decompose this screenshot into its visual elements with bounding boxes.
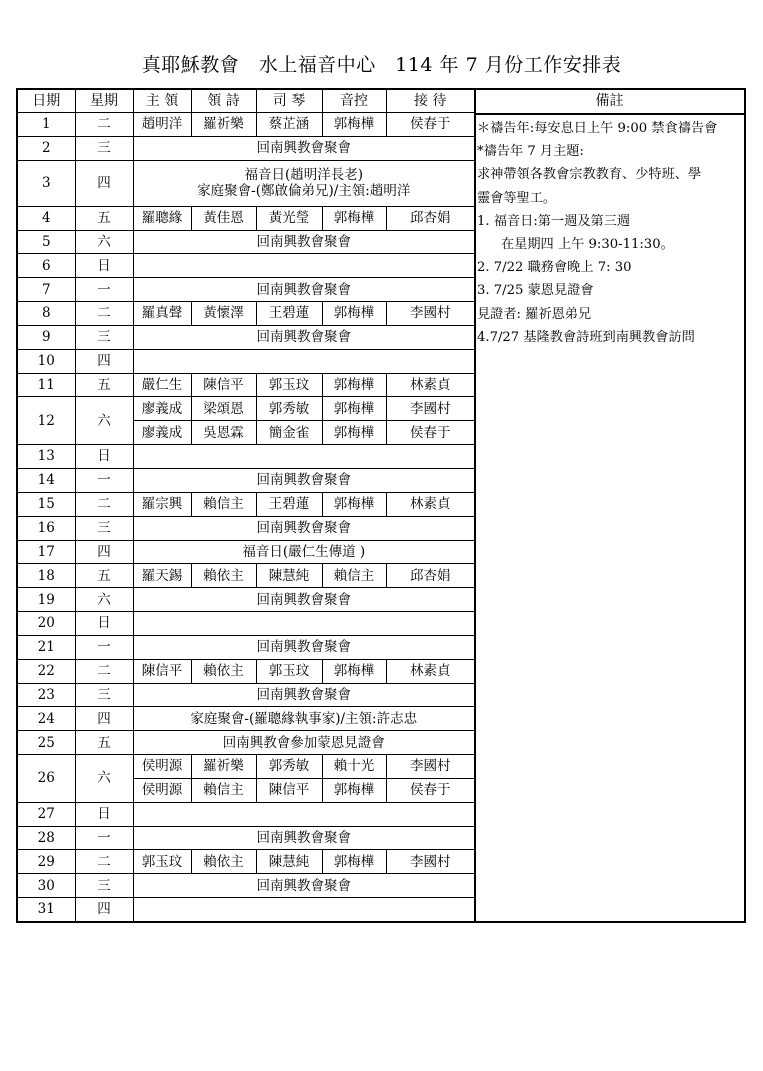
duty-cell: 陳信平 (191, 373, 256, 397)
duty-cell: 郭梅樺 (322, 397, 386, 421)
duty-cell: 廖義成 (133, 421, 191, 445)
table-row (17, 516, 475, 540)
duty-cell: 郭玉玟 (133, 850, 191, 874)
day-cell: 14 (17, 468, 75, 492)
duty-cell: 邱杏娟 (386, 206, 475, 230)
table-row (17, 278, 475, 302)
duty-cell: 蔡芷涵 (256, 113, 322, 137)
weekday-cell: 一 (75, 468, 133, 492)
day-cell: 13 (17, 445, 75, 469)
weekday-cell: 三 (75, 683, 133, 707)
weekday-cell: 日 (75, 612, 133, 636)
table-row (17, 898, 475, 922)
notes-header: 備註 (475, 90, 744, 115)
duty-cell: 郭梅樺 (322, 113, 386, 137)
duty-cell: 王碧蓮 (256, 492, 322, 516)
table-row (17, 540, 475, 564)
day-cell: 6 (17, 254, 75, 278)
table-row (17, 445, 475, 469)
weekday-cell: 四 (75, 707, 133, 731)
weekday-cell: 三 (75, 325, 133, 349)
event-cell (133, 540, 475, 564)
duty-cell: 郭梅樺 (322, 206, 386, 230)
day-cell: 20 (17, 612, 75, 636)
duty-cell: 郭梅樺 (322, 778, 386, 802)
event-cell (133, 612, 475, 636)
table-row (17, 683, 475, 707)
weekday-cell: 六 (75, 755, 133, 803)
duty-cell: 趙明洋 (133, 113, 191, 137)
event-cell (133, 136, 475, 160)
table-row (17, 206, 475, 230)
table-row (17, 349, 475, 373)
day-cell: 28 (17, 826, 75, 850)
table-row (17, 302, 475, 326)
note-line: 2. 7/22 職務會晚上 7: 30 (477, 260, 632, 276)
duty-cell: 侯明源 (133, 755, 191, 779)
weekday-cell: 二 (75, 492, 133, 516)
event-cell (133, 826, 475, 850)
duty-cell: 梁頌恩 (191, 397, 256, 421)
table-row (17, 802, 475, 826)
table-row (17, 659, 475, 683)
duty-cell: 郭梅樺 (322, 373, 386, 397)
note-line: 在星期四 上午 9:30-11:30。 (501, 237, 674, 253)
duty-cell: 羅真聲 (133, 302, 191, 326)
header-date: 日期 (17, 89, 75, 113)
duty-cell: 陳信平 (256, 778, 322, 802)
day-cell: 21 (17, 635, 75, 659)
event-cell (133, 635, 475, 659)
event-text: 家庭聚會-(羅聰緣執事家)/主領:許志忠 (190, 710, 418, 727)
header-leader: 主 領 (133, 89, 191, 113)
day-cell: 3 (17, 160, 75, 206)
event-cell (133, 160, 475, 206)
weekday-cell: 一 (75, 278, 133, 302)
note-line: 求神帶領各教會宗教教育、少特班、學 (477, 167, 702, 183)
duty-cell: 羅祈樂 (191, 755, 256, 779)
duty-cell: 侯春于 (386, 113, 475, 137)
duty-cell: 郭梅樺 (322, 302, 386, 326)
table-row (17, 588, 475, 612)
day-cell: 19 (17, 588, 75, 612)
event-text: 福音日(嚴仁生傳道 ) (242, 543, 366, 560)
day-cell: 15 (17, 492, 75, 516)
event-cell (133, 445, 475, 469)
schedule-table (16, 88, 476, 923)
header-sound: 音控 (322, 89, 386, 113)
event-cell (133, 874, 475, 898)
weekday-cell: 日 (75, 445, 133, 469)
event-text: 回南興教會聚會 (256, 281, 351, 298)
table-row (17, 136, 475, 160)
duty-cell: 陳慧純 (256, 564, 322, 588)
table-row (17, 254, 475, 278)
duty-cell: 陳慧純 (256, 850, 322, 874)
event-cell (133, 588, 475, 612)
weekday-cell: 四 (75, 349, 133, 373)
event-cell (133, 254, 475, 278)
duty-cell: 黃光瑩 (256, 206, 322, 230)
table-row (17, 397, 475, 421)
duty-cell: 侯春于 (386, 421, 475, 445)
weekday-cell: 五 (75, 731, 133, 755)
event-cell (133, 230, 475, 254)
duty-cell: 侯春于 (386, 778, 475, 802)
table-row (17, 468, 475, 492)
day-cell: 9 (17, 325, 75, 349)
duty-cell: 賴依主 (191, 850, 256, 874)
duty-cell: 李國村 (386, 397, 475, 421)
duty-cell: 賴十光 (322, 755, 386, 779)
weekday-cell: 五 (75, 206, 133, 230)
weekday-cell: 四 (75, 898, 133, 922)
day-cell: 7 (17, 278, 75, 302)
weekday-cell: 日 (75, 254, 133, 278)
day-cell: 17 (17, 540, 75, 564)
duty-cell: 侯明源 (133, 778, 191, 802)
page-title: 真耶穌教會 水上福音中心 114 年 7 月份工作安排表 (141, 54, 622, 76)
header-reception: 接 待 (386, 89, 475, 113)
note-line: ＊禱告年:每安息日上午 9:00 禁食禱告會 (477, 121, 718, 136)
duty-cell: 羅宗興 (133, 492, 191, 516)
day-cell: 10 (17, 349, 75, 373)
header-pianist: 司 琴 (256, 89, 322, 113)
duty-cell: 郭梅樺 (322, 492, 386, 516)
duty-cell: 羅天錫 (133, 564, 191, 588)
note-line: 靈會等聖工。 (477, 190, 557, 206)
duty-cell: 賴信主 (322, 564, 386, 588)
table-row (17, 755, 475, 779)
weekday-cell: 一 (75, 826, 133, 850)
duty-cell: 李國村 (386, 850, 475, 874)
event-text: 回南興教會參加蒙恩見證會 (222, 734, 385, 751)
duty-cell: 郭梅樺 (322, 659, 386, 683)
event-cell (133, 468, 475, 492)
table-row (17, 635, 475, 659)
weekday-cell: 日 (75, 802, 133, 826)
duty-cell: 黃懷澤 (191, 302, 256, 326)
duty-cell: 賴依主 (191, 564, 256, 588)
note-line: *禱告年 7 月主題: (477, 144, 584, 160)
table-row (17, 874, 475, 898)
event-text: 回南興教會聚會 (256, 877, 351, 894)
event-text: 家庭聚會-(鄭啟倫弟兄)/主領:趙明洋 (197, 183, 411, 200)
table-row (17, 731, 475, 755)
note-line: 見證者: 羅祈恩弟兄 (477, 306, 592, 322)
weekday-cell: 四 (75, 160, 133, 206)
duty-cell: 林素貞 (386, 659, 475, 683)
duty-cell: 羅聰緣 (133, 206, 191, 230)
day-cell: 22 (17, 659, 75, 683)
note-line: 1. 福音日:第一週及第三週 (477, 213, 631, 229)
event-cell (133, 325, 475, 349)
event-text: 回南興教會聚會 (256, 519, 351, 536)
header-weekday: 星期 (75, 89, 133, 113)
day-cell: 4 (17, 206, 75, 230)
weekday-cell: 六 (75, 588, 133, 612)
note-line: 4.7/27 基隆教會詩班到南興教會訪問 (477, 329, 695, 345)
duty-cell: 郭玉玟 (256, 659, 322, 683)
day-cell: 30 (17, 874, 75, 898)
day-cell: 11 (17, 373, 75, 397)
table-row (17, 373, 475, 397)
event-text: 回南興教會聚會 (256, 591, 351, 608)
table-row (17, 160, 475, 206)
duty-cell: 郭秀敏 (256, 755, 322, 779)
weekday-cell: 二 (75, 302, 133, 326)
event-cell (133, 898, 475, 922)
duty-cell: 林素貞 (386, 373, 475, 397)
duty-cell: 林素貞 (386, 492, 475, 516)
day-cell: 24 (17, 707, 75, 731)
event-cell (133, 731, 475, 755)
duty-cell: 賴依主 (191, 659, 256, 683)
event-cell (133, 516, 475, 540)
duty-cell: 羅祈樂 (191, 113, 256, 137)
event-cell (133, 802, 475, 826)
event-text: 回南興教會聚會 (256, 829, 351, 846)
duty-cell: 黃佳恩 (191, 206, 256, 230)
event-text: 回南興教會聚會 (256, 472, 351, 489)
weekday-cell: 六 (75, 230, 133, 254)
duty-cell: 李國村 (386, 302, 475, 326)
table-row (17, 826, 475, 850)
weekday-cell: 三 (75, 136, 133, 160)
event-text: 回南興教會聚會 (256, 233, 351, 250)
weekday-cell: 一 (75, 635, 133, 659)
day-cell: 8 (17, 302, 75, 326)
duty-cell: 李國村 (386, 755, 475, 779)
weekday-cell: 三 (75, 516, 133, 540)
duty-cell: 賴信主 (191, 778, 256, 802)
day-cell: 2 (17, 136, 75, 160)
weekday-cell: 六 (75, 397, 133, 445)
duty-cell: 郭玉玟 (256, 373, 322, 397)
day-cell: 16 (17, 516, 75, 540)
notes-panel (474, 88, 746, 923)
header-hymn-leader: 領 詩 (191, 89, 256, 113)
duty-cell: 賴信主 (191, 492, 256, 516)
table-row (17, 850, 475, 874)
event-text: 回南興教會聚會 (256, 686, 351, 703)
table-row (17, 564, 475, 588)
duty-cell: 嚴仁生 (133, 373, 191, 397)
duty-cell: 王碧蓮 (256, 302, 322, 326)
day-cell: 5 (17, 230, 75, 254)
day-cell: 1 (17, 113, 75, 137)
weekday-cell: 五 (75, 564, 133, 588)
weekday-cell: 二 (75, 113, 133, 137)
table-row (17, 113, 475, 137)
weekday-cell: 二 (75, 659, 133, 683)
duty-cell: 郭梅樺 (322, 850, 386, 874)
event-cell (133, 349, 475, 373)
day-cell: 23 (17, 683, 75, 707)
header-row (17, 89, 475, 113)
day-cell: 12 (17, 397, 75, 445)
day-cell: 25 (17, 731, 75, 755)
day-cell: 18 (17, 564, 75, 588)
weekday-cell: 五 (75, 373, 133, 397)
event-text: 福音日(趙明洋長老) (244, 167, 364, 183)
day-cell: 31 (17, 898, 75, 922)
table-row (17, 325, 475, 349)
duty-cell: 廖義成 (133, 397, 191, 421)
event-text: 回南興教會聚會 (256, 639, 351, 656)
table-row (17, 612, 475, 636)
duty-cell: 簡金雀 (256, 421, 322, 445)
note-line: 3. 7/25 蒙恩見證會 (477, 283, 594, 299)
event-text: 回南興教會聚會 (256, 329, 351, 346)
weekday-cell: 三 (75, 874, 133, 898)
table-row (17, 230, 475, 254)
table-row (17, 707, 475, 731)
duty-cell: 郭秀敏 (256, 397, 322, 421)
duty-cell: 郭梅樺 (322, 421, 386, 445)
duty-cell: 陳信平 (133, 659, 191, 683)
duty-cell: 邱杏娟 (386, 564, 475, 588)
event-cell (133, 707, 475, 731)
table-row (17, 492, 475, 516)
event-cell (133, 683, 475, 707)
day-cell: 27 (17, 802, 75, 826)
weekday-cell: 二 (75, 850, 133, 874)
duty-cell: 吳恩霖 (191, 421, 256, 445)
weekday-cell: 四 (75, 540, 133, 564)
day-cell: 26 (17, 755, 75, 803)
event-text: 回南興教會聚會 (256, 140, 351, 157)
day-cell: 29 (17, 850, 75, 874)
event-cell (133, 278, 475, 302)
